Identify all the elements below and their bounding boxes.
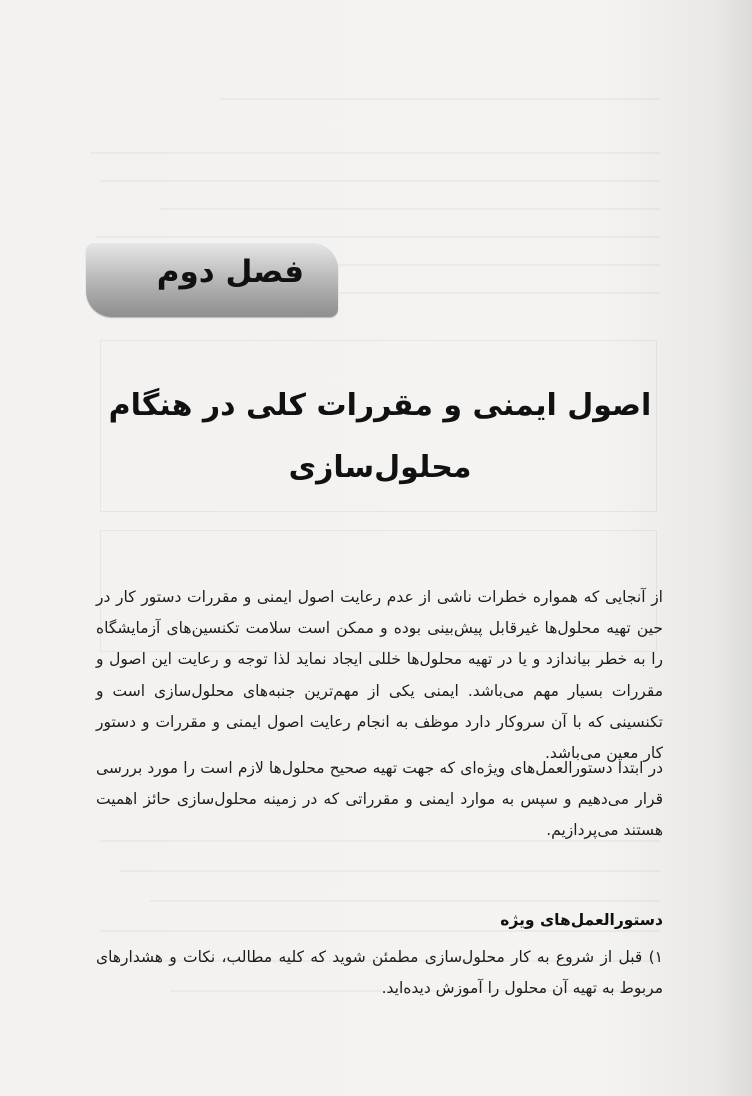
section-heading: دستورالعمل‌های ویژه	[500, 911, 663, 929]
chapter-title-line-1: اصول ایمنی و مقررات کلی در هنگام	[108, 388, 652, 423]
chapter-tab	[86, 243, 338, 317]
chapter-label: فصل دوم	[156, 254, 304, 290]
body-paragraph: از آنجایی که همواره خطرات ناشی از عدم رعایت اصول ایمنی و مقررات دستور کار در حین تهیه محلول‌ها غیرقابل پیش‌بینی بوده و ممکن است سلامت تکنسین‌های آزمایشگاه را به خطر بیاندازد و یا در تهیه محلول‌ها خللی ایجاد نماید لذا توجه و رعایت این اصول و مقررات بسیار مهم می‌باشد. ایمنی یکی از مهم‌ترین جنبه‌های محلول‌سازی است و تکنسینی که با آن سروکار دارد موظف به انجام رعایت اصول ایمنی و مقررات و دستور کار معین می‌باشد.	[96, 588, 663, 763]
show-through-texture	[90, 80, 660, 1020]
body-paragraph: در ابتدا دستورالعمل‌های ویژه‌ای که جهت تهیه صحیح محلول‌ها لازم است را مورد بررسی قرار می‌دهیم و سپس به موارد ایمنی و مقرراتی که در زمینه محلول‌سازی حائز اهمیت هستند می‌پردازیم.	[96, 759, 663, 840]
list-item: ۱) قبل از شروع به کار محلول‌سازی مطمئن شوید که کلیه مطالب، نکات و هشدارهای مربوط به تهیه آن محلول را آموزش دیده‌اید.	[96, 948, 663, 998]
chapter-title-line-2: محلول‌سازی	[288, 450, 472, 485]
